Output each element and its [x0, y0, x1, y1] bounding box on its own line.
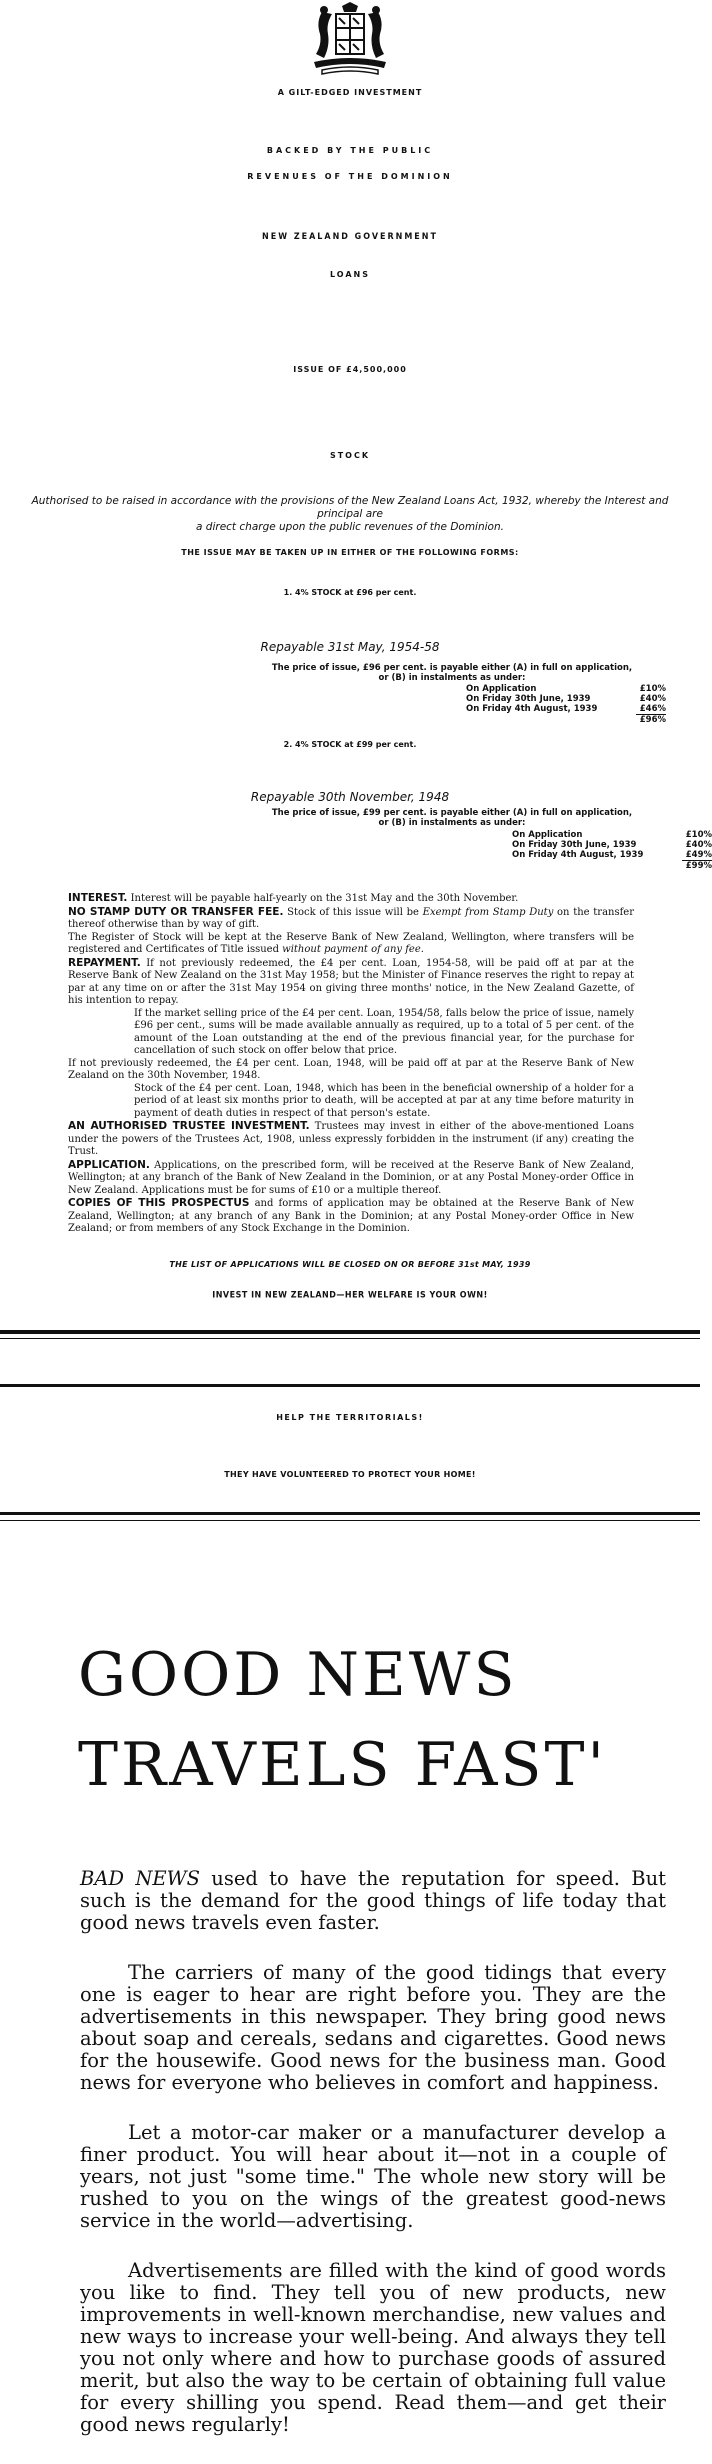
interest-text: Interest will be payable half-yearly on the 31st May and the 30th November. [127, 893, 519, 904]
stamp-duty-paragraph [68, 906, 634, 932]
instalment-row [512, 850, 712, 860]
backed-line-2: REVENUES OF THE DOMINION [247, 172, 453, 181]
option-2-price [262, 808, 642, 828]
instalment-total: £96% [636, 714, 666, 725]
instalment-label: On Application [466, 684, 537, 694]
authorised-line-2: a direct charge upon the public revenues of the Dominion. [196, 521, 504, 533]
story-paragraph-3: Let a motor-car maker or a manufacturer develop a finer product. You will hear about it—not in a couple of years, not just "some time." The whole new story will be rushed to you on the wings of the greatest good-news service in the world—advertising. [80, 2121, 666, 2232]
estate-paragraph: Stock of the £4 per cent. Loan, 1948, which has been in the beneficial ownership of a holder for a period of at least six months prior to death, will be accepted at par at any time before maturity in payment of death duties in respect of that person's estate. [134, 1082, 634, 1119]
issue-heading: ISSUE OF £4,500,000 [293, 365, 407, 374]
trustee-keyword: AN AUTHORISED TRUSTEE INVESTMENT. [68, 1120, 310, 1132]
nz-government-heading: NEW ZEALAND GOVERNMENT [262, 231, 438, 242]
option-1-repayable: Repayable 31st May, 1954-58 [260, 640, 440, 654]
repayment-keyword: REPAYMENT. [68, 956, 141, 969]
authorised-line-1: Authorised to be raised in accordance with the provisions of the New Zealand Loans Act, 1932, whereby the Interest and principal are [31, 495, 669, 520]
application-text: Applications, on the prescribed form, will be received at the Reserve Bank of New Zealand, Wellington; at any branch of the Bank of New Zealand in the Dominion, or at any Postal Money-order Office in New Zealand. Applications must be for sums of £10 or a multiple thereof. [68, 1159, 634, 1196]
stamp-duty-keyword: NO STAMP DUTY OR TRANSFER FEE. [68, 905, 284, 918]
instalment-row [466, 684, 666, 694]
copies-paragraph [68, 1197, 634, 1236]
forms-heading: THE ISSUE MAY BE TAKEN UP IN EITHER OF THE FOLLOWING FORMS: [181, 548, 519, 557]
story-paragraph-2: The carriers of many of the good tidings that every one is eager to hear are right before you. They are the advertisements in this newspaper. They bring good news about soap and cereals, sedans and cigarettes. Good news for the housewife. Good news for the business man. Good news for everyone who believes in comfort and happiness. [80, 1961, 666, 2094]
option-2-title: 2. 4% STOCK at £99 per cent. [283, 740, 417, 749]
interest-keyword: INTEREST. [68, 892, 128, 904]
invest-slogan: INVEST IN NEW ZEALAND—HER WELFARE IS YOUR OWN! [212, 1289, 488, 1300]
instalment-pct: £40% [639, 694, 666, 704]
good-news-heading-line-2: TRAVELS FAST' [78, 1730, 608, 1800]
territorials-heading: HELP THE TERRITORIALS! [276, 1413, 424, 1422]
repayment-text: If not previously redeemed, the £4 per cent. Loan, 1954-58, will be paid off at par at the Reserve Bank of New Zealand on the 31st May 1958; but the Minister of Finance reserves the right to repay at par at any time on or after the 31st May 1954 on giving three months' notice, in the New Zealand Gazette, of his intention to repay. [68, 957, 634, 1006]
application-keyword: APPLICATION. [68, 1158, 150, 1171]
instalment-row [512, 840, 712, 850]
instalment-row [466, 694, 666, 704]
instalment-pct: £40% [685, 840, 712, 850]
story-paragraph-1-text: used to have the reputation for speed. But such is the demand for the good things of life today that good news travels even faster. [80, 1867, 666, 1934]
register-text: The Register of Stock will be kept at the Reserve Bank of New Zealand, Wellington, where transfers will be registered and Certificates of Title issued [68, 931, 634, 955]
prospectus-terms [68, 892, 634, 1236]
instalment-label: On Application [512, 830, 583, 840]
instalment-pct: £10% [685, 830, 712, 840]
backed-line-1: BACKED BY THE PUBLIC [266, 146, 434, 155]
instalment-label: On Friday 4th August, 1939 [512, 850, 644, 860]
instalment-label: On Friday 30th June, 1939 [466, 694, 591, 704]
instalment-row [512, 830, 712, 840]
instalment-total-row [512, 860, 712, 871]
copies-keyword: COPIES OF THIS PROSPECTUS [68, 1197, 250, 1209]
good-news-story [80, 1868, 666, 2464]
instalment-total: £99% [682, 860, 712, 871]
instalment-pct: £10% [639, 684, 666, 694]
authorised-note [10, 495, 690, 534]
application-paragraph [68, 1159, 634, 1198]
stock-heading: STOCK [329, 451, 371, 460]
stamp-duty-text-italic: Exempt from Stamp Duty [422, 906, 554, 918]
loan-1948-paragraph: If not previously redeemed, the £4 per cent. Loan, 1948, will be paid off at par at the Reserve Bank of New Zealand on the 30th November, 1948. [68, 1057, 634, 1081]
instalment-row [466, 704, 666, 714]
loans-heading: LOANS [329, 270, 371, 279]
option-1-price [262, 663, 642, 683]
option-1-price-line-1: The price of issue, £96 per cent. is payable either (A) in full on application, [271, 663, 633, 673]
option-2-instalments [512, 830, 712, 871]
instalment-label: On Friday 30th June, 1939 [512, 840, 637, 850]
instalment-pct: £49% [685, 850, 712, 860]
bad-news-lead: BAD NEWS [80, 1867, 201, 1890]
backed-heading [0, 138, 700, 190]
option-2-price-line-2: or (B) in instalments as under: [378, 818, 526, 828]
repayment-paragraph [68, 957, 634, 1008]
register-paragraph [68, 932, 634, 957]
territorials-subheading: THEY HAVE VOLUNTEERED TO PROTECT YOUR HOME! [224, 1470, 476, 1479]
trustee-text: Trustees may invest in either of the above-mentioned Loans under the powers of the Trustees Act, 1908, unless expressly forbidden in the instrument (if any) creating the Trust. [68, 1121, 634, 1157]
divider-rule [0, 1338, 700, 1339]
good-news-heading-line-1: GOOD NEWS [78, 1640, 518, 1710]
instalment-total-row [466, 714, 666, 725]
option-1-title: 1. 4% STOCK at £96 per cent. [283, 588, 417, 597]
option-1-price-line-2: or (B) in instalments as under: [378, 673, 526, 683]
gilt-edged-heading: A GILT-EDGED INVESTMENT [277, 88, 423, 97]
divider-rule [0, 1384, 700, 1387]
closing-notice: THE LIST OF APPLICATIONS WILL BE CLOSED ON OR BEFORE 31st MAY, 1939 [169, 1260, 531, 1269]
option-2-price-line-1: The price of issue, £99 per cent. is payable either (A) in full on application, [271, 808, 633, 818]
interest-paragraph [68, 892, 634, 906]
trustee-paragraph [68, 1120, 634, 1159]
register-text-italic: without payment of any fee. [282, 944, 424, 955]
divider-rule [0, 1512, 700, 1515]
instalment-pct: £46% [639, 704, 666, 714]
coat-of-arms-icon [292, 2, 408, 82]
copies-text: and forms of application may be obtained at the Reserve Bank of New Zealand, Wellington; at any branch of any Bank in the Dominion; at any Postal Money-order Office in New Zealand; or from members of any Stock Exchange in the Dominion. [68, 1198, 635, 1234]
instalment-label: On Friday 4th August, 1939 [466, 704, 598, 714]
stamp-duty-text-a: Stock of this issue will be [283, 906, 423, 918]
option-1-instalments [466, 684, 666, 725]
market-paragraph: If the market selling price of the £4 per cent. Loan, 1954/58, falls below the price of issue, namely £96 per cent., sums will be made available annually as required, up to a total of 5 per cent. of the amount of the Loan outstanding at the end of the previous financial year, for the purchase for cancellation of such stock on offer below that price. [134, 1007, 634, 1056]
divider-rule [0, 1520, 700, 1521]
story-paragraph-4: Advertisements are filled with the kind of good words you like to find. They tell you of new products, new improvements in well-known merchandise, new values and new ways to increase your well-being. And always they tell you not only where and how to purchase goods of assured merit, but also the way to be certain of obtaining full value for every shilling you spend. Read them—and get their good news regularly! [80, 2259, 666, 2436]
stamp-duty-text-b: on the transfer thereof otherwise than by way of gift. [68, 906, 634, 930]
option-2-repayable: Repayable 30th November, 1948 [250, 790, 450, 804]
story-paragraph-1 [80, 1868, 666, 1934]
divider-rule [0, 1330, 700, 1334]
